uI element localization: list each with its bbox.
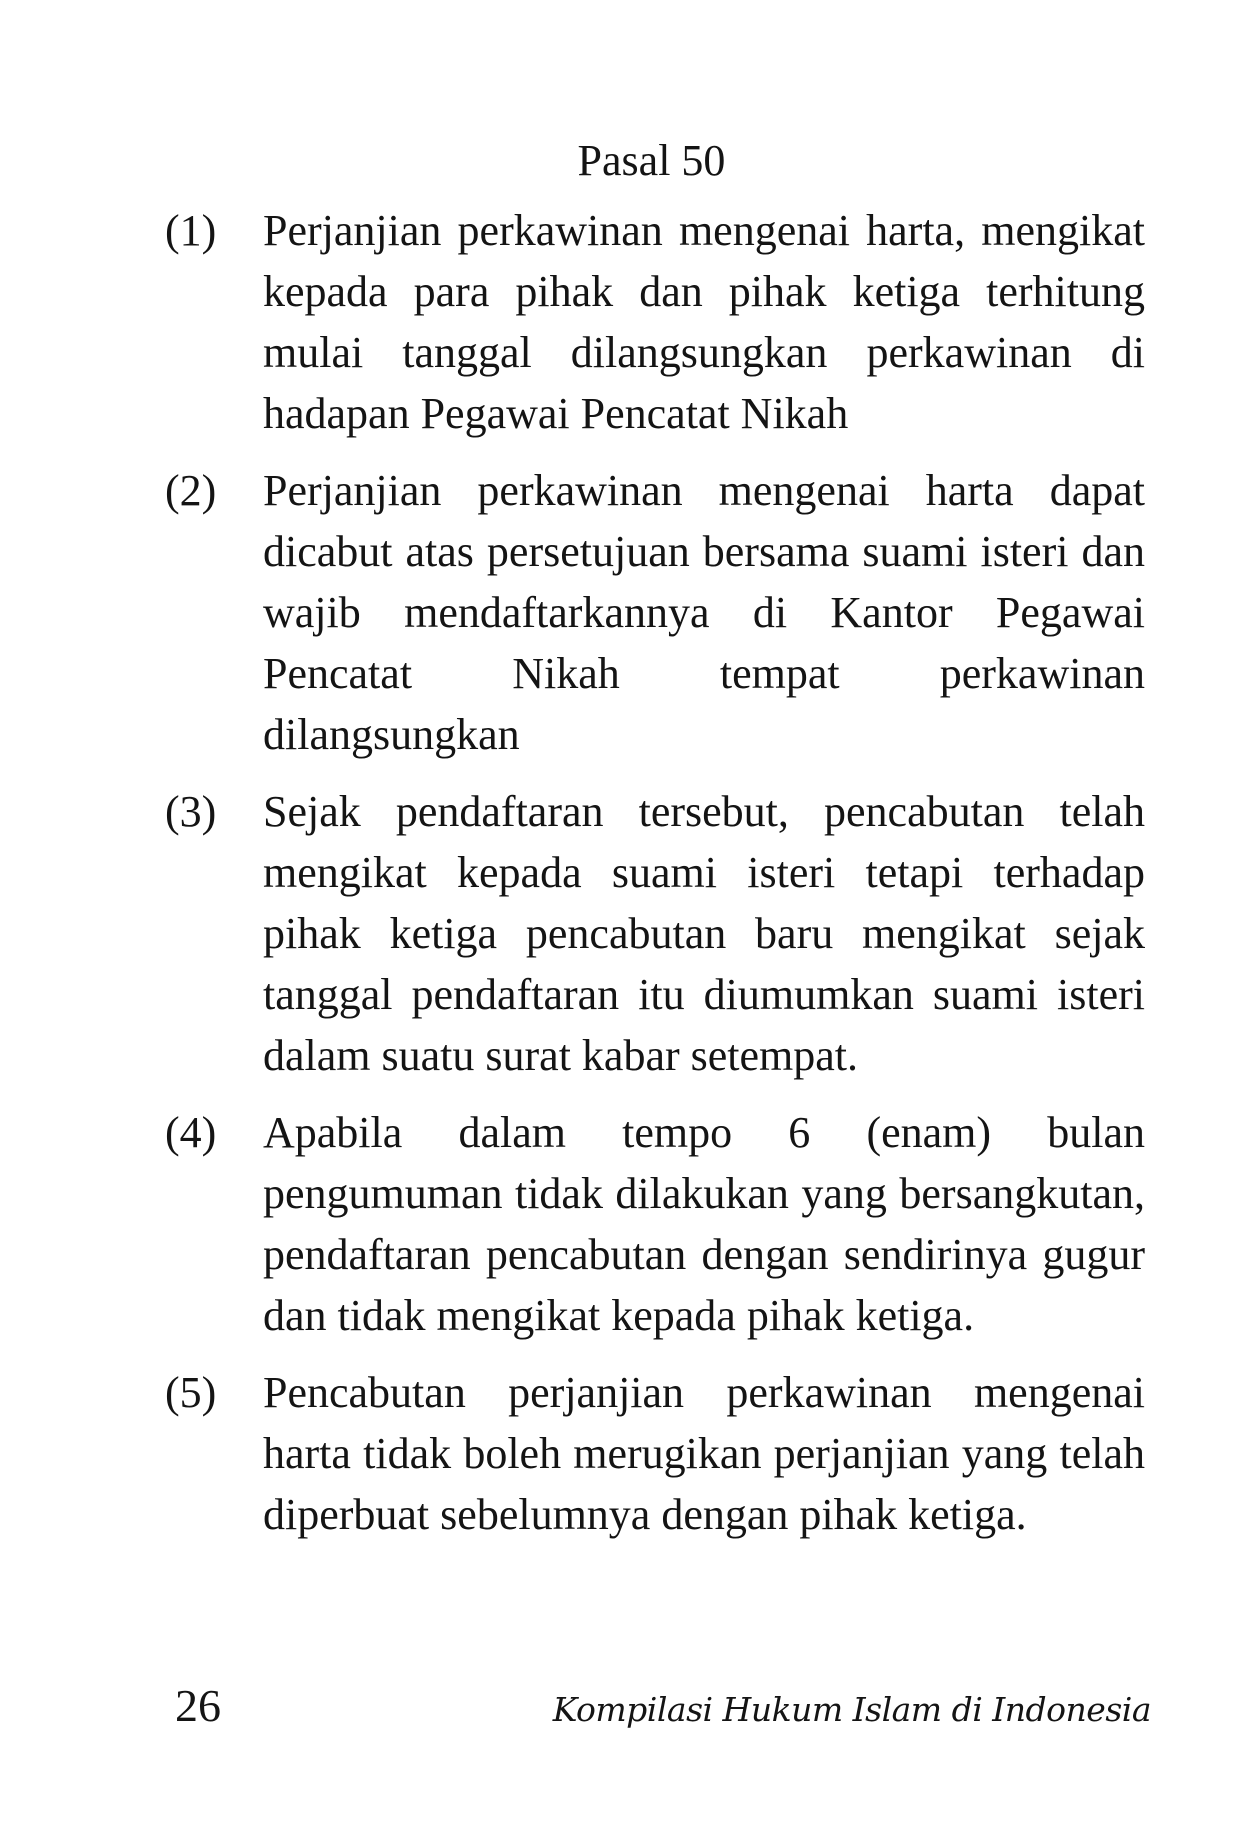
clause-text: Perjanjian perkawinan mengenai harta, mengikat kepada para pihak dan pihak ketiga terhitung mulai tanggal dilangsungkan perkawinan di hadapan Pegawai Pencatat Nikah [263, 206, 1145, 438]
clause-number: (4) [165, 1108, 217, 1157]
clause-item [165, 200, 1145, 444]
article-heading: Pasal 50 [577, 136, 726, 185]
clause-number: (1) [165, 206, 217, 255]
clause-text: Apabila dalam tempo 6 (enam) bulan pengumuman tidak dilakukan yang bersangkutan, pendaftaran pencabutan dengan sendirinya gugur dan tidak mengikat kepada pihak ketiga. [263, 1108, 1145, 1340]
clause-number: (5) [165, 1368, 217, 1417]
clause-item [165, 1102, 1145, 1346]
clause-text: Pencabutan perjanjian perkawinan mengenai harta tidak boleh merugikan perjanjian yang telah diperbuat sebelumnya dengan pihak ketiga. [263, 1368, 1145, 1539]
running-footer-title: Kompilasi Hukum Islam di Indonesia [552, 1690, 1151, 1729]
clause-item [165, 1362, 1145, 1545]
clause-text: Perjanjian perkawinan mengenai harta dapat dicabut atas persetujuan bersama suami isteri dan wajib mendaftarkannya di Kantor Pegawai Pencatat Nikah tempat perkawinan dilangsungkan [263, 466, 1145, 759]
clause-text: Sejak pendaftaran tersebut, pencabutan telah mengikat kepada suami isteri tetapi terhadap pihak ketiga pencabutan baru mengikat sejak tanggal pendaftaran itu diumumkan suami isteri dalam suatu surat kabar setempat. [263, 787, 1145, 1080]
clause-item [165, 781, 1145, 1086]
clause-number: (2) [165, 466, 217, 515]
clause-number: (3) [165, 787, 217, 836]
clause-item [165, 460, 1145, 765]
page-number: 26 [175, 1680, 221, 1731]
article-clauses [165, 200, 1145, 1561]
